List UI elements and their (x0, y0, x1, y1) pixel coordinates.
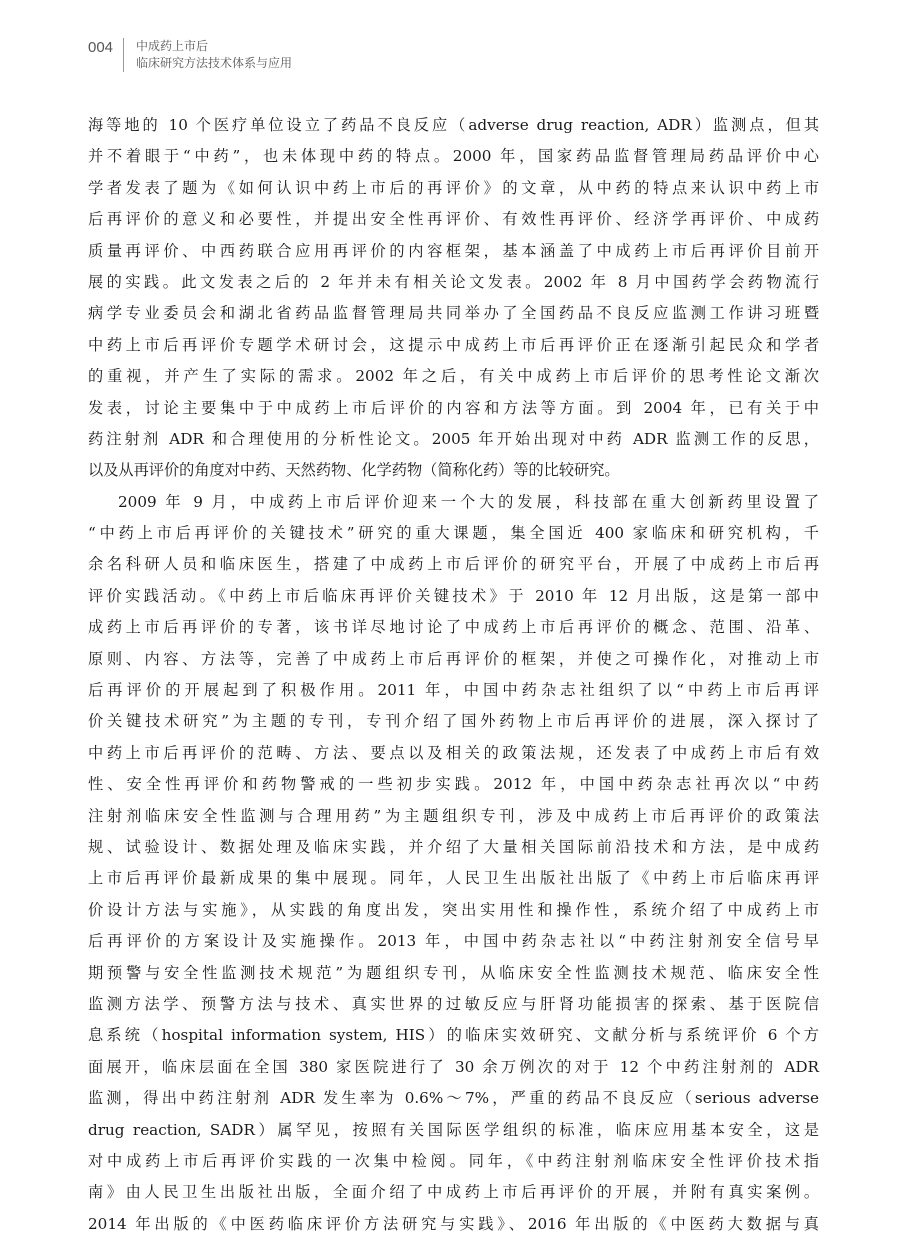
text-line: 药注射剂 ADR 和合理使用的分析性论文。2005 年开始出现对中药 ADR 监测工作的反思， (88, 429, 819, 448)
text-line: 期预警与安全性监测技术规范”为题组织专刊，从临床安全性监测技术规范、临床安全性 (88, 963, 819, 982)
text-line: “中药上市后再评价的关键技术”研究的重大课题，集全国近 400 家临床和研究机构，千 (88, 524, 819, 543)
text-line: 质量再评价、中西药联合应用再评价的内容框架，基本涵盖了中成药上市后再评价目前开 (88, 241, 819, 260)
paragraph-1 (88, 110, 819, 487)
text-line: 价关键技术研究”为主题的专刊，专刊介绍了国外药物上市后再评价的进展，深入探讨了 (88, 712, 819, 731)
text-line: 息系统（hospital information system, HIS）的临床实效研究、文献分析与系统评价 6 个方 (88, 1026, 819, 1045)
text-line: 中药上市后再评价的范畴、方法、要点以及相关的政策法规，还发表了中成药上市后有效 (88, 743, 819, 762)
running-title-line-2: 临床研究方法技术体系与应用 (136, 56, 293, 70)
text-line: 成药上市后再评价的专著，该书详尽地讨论了中成药上市后再评价的概念、范围、沿革、 (88, 618, 819, 637)
text-line: drug reaction, SADR）属罕见，按照有关国际医学组织的标准，临床应用基本安全，这是 (88, 1120, 819, 1139)
text-line: 后再评价的方案设计及实施操作。2013 年，中国中药杂志社以“中药注射剂安全信号早 (88, 932, 819, 951)
text-line: 后再评价的意义和必要性，并提出安全性再评价、有效性再评价、经济学再评价、中成药 (88, 210, 819, 229)
text-line: 余名科研人员和临床医生，搭建了中成药上市后评价的研究平台，开展了中成药上市后再 (88, 555, 819, 574)
running-title-line-1: 中成药上市后 (136, 39, 209, 53)
paragraph-2 (88, 487, 819, 1240)
running-title (136, 38, 292, 72)
text-line: 价设计方法与实施》，从实践的角度出发，突出实用性和操作性，系统介绍了中成药上市 (88, 900, 819, 919)
header-divider (123, 38, 124, 72)
text-line: 的重视，并产生了实际的需求。2002 年之后，有关中成药上市后评价的思考性论文渐次 (88, 367, 819, 386)
text-line: 原则、内容、方法等，完善了中成药上市后再评价的框架，并使之可操作化，对推动上市 (88, 649, 819, 668)
text-line: 南》由人民卫生出版社出版，全面介绍了中成药上市后再评价的开展，并附有真实案例。 (88, 1183, 819, 1202)
text-line: 监测，得出中药注射剂 ADR 发生率为 0.6%～7%，严重的药品不良反应（serious adverse (88, 1089, 819, 1108)
text-line: 面展开，临床层面在全国 380 家医院进行了 30 余万例次的对于 12 个中药注射剂的 ADR (88, 1057, 819, 1076)
text-line: 以及从再评价的角度对中药、天然药物、化学药物（简称化药）等的比较研究。 (88, 461, 620, 480)
text-line: 学者发表了题为《如何认识中药上市后的再评价》的文章，从中药的特点来认识中药上市 (88, 178, 819, 197)
text-line: 中药上市后再评价专题学术研讨会，这提示中成药上市后再评价正在逐渐引起民众和学者 (88, 335, 819, 354)
page-number: 004 (88, 39, 114, 56)
running-header (88, 38, 292, 78)
text-line: 评价实践活动。《中药上市后临床再评价关键技术》于 2010 年 12 月出版，这是第一部中 (88, 586, 819, 605)
text-line: 2009 年 9 月，中成药上市后评价迎来一个大的发展，科技部在重大创新药里设置了 (118, 492, 819, 511)
text-line: 展的实践。此文发表之后的 2 年并未有相关论文发表。2002 年 8 月中国药学会药物流行 (88, 272, 819, 291)
text-line: 病学专业委员会和湖北省药品监督管理局共同举办了全国药品不良反应监测工作讲习班暨 (88, 304, 819, 323)
text-line: 性、安全性再评价和药物警戒的一些初步实践。2012 年，中国中药杂志社再次以“中药 (88, 775, 819, 794)
text-line: 注射剂临床安全性监测与合理用药”为主题组织专刊，涉及中成药上市后再评价的政策法 (88, 806, 819, 825)
text-line: 监测方法学、预警方法与技术、真实世界的过敏反应与肝肾功能损害的探索、基于医院信 (88, 994, 819, 1013)
text-line: 2014 年出版的《中医药临床评价方法研究与实践》、2016 年出版的《中医药大数据与真 (88, 1214, 819, 1233)
text-line: 后再评价的开展起到了积极作用。2011 年，中国中药杂志社组织了以“中药上市后再评 (88, 681, 819, 700)
text-line: 对中成药上市后再评价实践的一次集中检阅。同年，《中药注射剂临床安全性评价技术指 (88, 1151, 819, 1170)
text-line: 并不着眼于“中药”，也未体现中药的特点。2000 年，国家药品监督管理局药品评价中心 (88, 147, 819, 166)
text-line: 规、试验设计、数据处理及临床实践，并介绍了大量相关国际前沿技术和方法，是中成药 (88, 837, 819, 856)
text-line: 海等地的 10 个医疗单位设立了药品不良反应（adverse drug reaction, ADR）监测点，但其 (88, 116, 819, 134)
text-line: 发表，讨论主要集中于中成药上市后评价的内容和方法等方面。到 2004 年，已有关于中 (88, 398, 819, 417)
body-text (88, 110, 819, 1240)
text-line: 上市后再评价最新成果的集中展现。同年，人民卫生出版社出版了《中药上市后临床再评 (88, 869, 819, 888)
